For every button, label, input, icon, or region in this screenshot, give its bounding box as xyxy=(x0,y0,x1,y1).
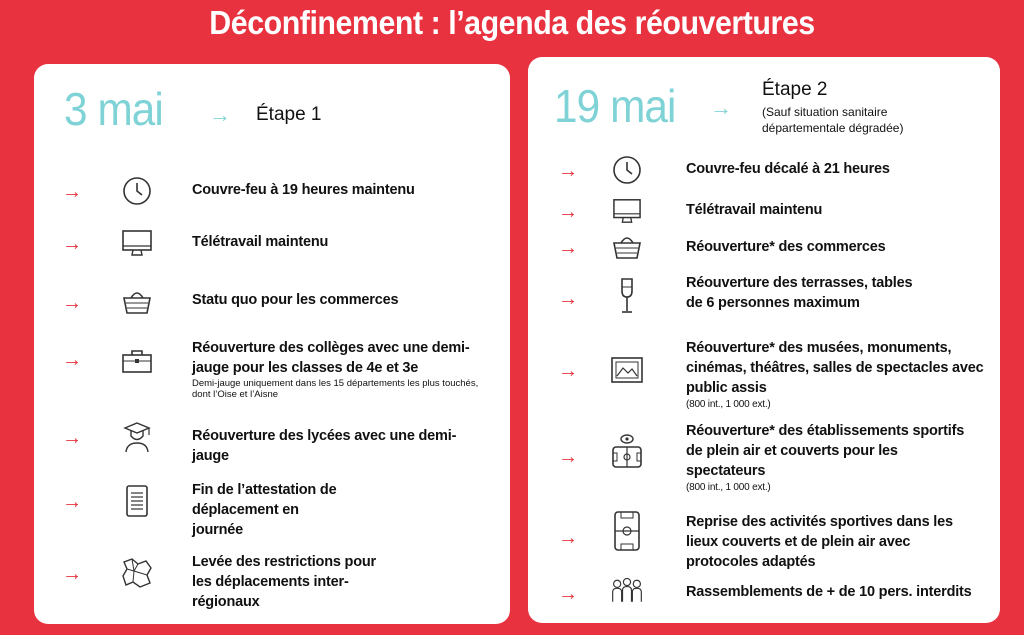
item-text xyxy=(686,338,986,412)
step-2-card xyxy=(528,57,1000,623)
arrow-icon: → xyxy=(62,427,82,449)
step-2-date: 19 mai xyxy=(554,80,676,132)
item-text: Télétravail maintenu xyxy=(192,234,329,250)
item-main-text: Réouverture* des établissements sportifs de plein air et couverts pour les spectateurs xyxy=(686,423,965,479)
monitor-icon xyxy=(120,226,154,260)
arrow-icon: → xyxy=(62,491,82,513)
briefcase-icon xyxy=(120,344,154,378)
item-text: Couvre-feu décalé à 21 heures xyxy=(686,161,890,177)
arrow-icon: → xyxy=(558,288,578,310)
arrow-icon: → xyxy=(558,446,578,468)
arrow-icon: → xyxy=(558,201,578,223)
step-2-arrow-icon: → xyxy=(710,95,732,120)
shopping-basket-icon xyxy=(610,230,644,264)
arrow-icon: → xyxy=(558,527,578,549)
item-note: (800 int., 1 000 ext.) xyxy=(686,482,771,493)
stadium-icon xyxy=(610,435,644,469)
arrow-icon: → xyxy=(62,563,82,585)
clock-icon xyxy=(120,174,154,208)
item-text: Réouverture des lycées avec une demi-jauge xyxy=(192,428,457,464)
item-text: Réouverture* des commerces xyxy=(686,239,886,255)
graduate-icon xyxy=(120,420,154,454)
item-text: Couvre-feu à 19 heures maintenu xyxy=(192,182,415,198)
item-text: Levée des restrictions pour les déplacements inter-régionaux xyxy=(192,554,376,610)
item-text: Statu quo pour les commerces xyxy=(192,292,399,308)
step-2-label: Étape 2 xyxy=(762,79,828,100)
item-text xyxy=(686,421,976,495)
item-text: Fin de l’attestation de déplacement en journée xyxy=(192,482,337,538)
step-2-note: (Sauf situation sanitaire départementale dégradée) xyxy=(762,105,904,135)
sports-field-icon xyxy=(610,514,644,548)
map-region-icon xyxy=(120,556,154,590)
arrow-icon: → xyxy=(558,160,578,182)
item-main-text: Réouverture des collèges avec une demi-jauge pour les classes de 4e et 3e xyxy=(192,340,470,376)
item-note: Demi-jauge uniquement dans les 15 départements les plus touchés, dont l’Oise et l’Aisne xyxy=(192,378,479,400)
shopping-basket-icon xyxy=(120,285,154,319)
arrow-icon: → xyxy=(62,233,82,255)
arrow-icon: → xyxy=(62,181,82,203)
group-people-icon xyxy=(610,574,644,608)
arrow-icon: → xyxy=(62,349,82,371)
item-note: (800 int., 1 000 ext.) xyxy=(686,399,771,410)
arrow-icon: → xyxy=(558,583,578,605)
step-1-card xyxy=(34,64,510,624)
item-text: Reprise des activités sportives dans les lieux couverts et de plein air avec protocoles adaptés xyxy=(686,514,953,570)
arrow-icon: → xyxy=(558,360,578,382)
page-title: Déconfinement : l’agenda des réouvertures xyxy=(209,4,815,41)
step-1-label: Étape 1 xyxy=(256,104,322,125)
arrow-icon: → xyxy=(558,237,578,259)
item-text: Télétravail maintenu xyxy=(686,202,823,218)
item-text: Réouverture des terrasses, tables de 6 personnes maximum xyxy=(686,275,913,311)
item-text xyxy=(192,338,482,400)
arrow-icon: → xyxy=(62,292,82,314)
monitor-icon xyxy=(610,194,644,228)
picture-frame-icon xyxy=(610,353,644,387)
step-1-date: 3 mai xyxy=(64,83,163,135)
clock-icon xyxy=(610,153,644,187)
document-icon xyxy=(120,484,154,518)
item-text: Rassemblements de + de 10 pers. interdits xyxy=(686,584,972,600)
wine-glass-icon xyxy=(610,279,644,313)
item-main-text: Réouverture* des musées, monuments, cinémas, théâtres, salles de spectacles avec public assis xyxy=(686,340,984,396)
step-1-arrow-icon: → xyxy=(209,102,231,127)
